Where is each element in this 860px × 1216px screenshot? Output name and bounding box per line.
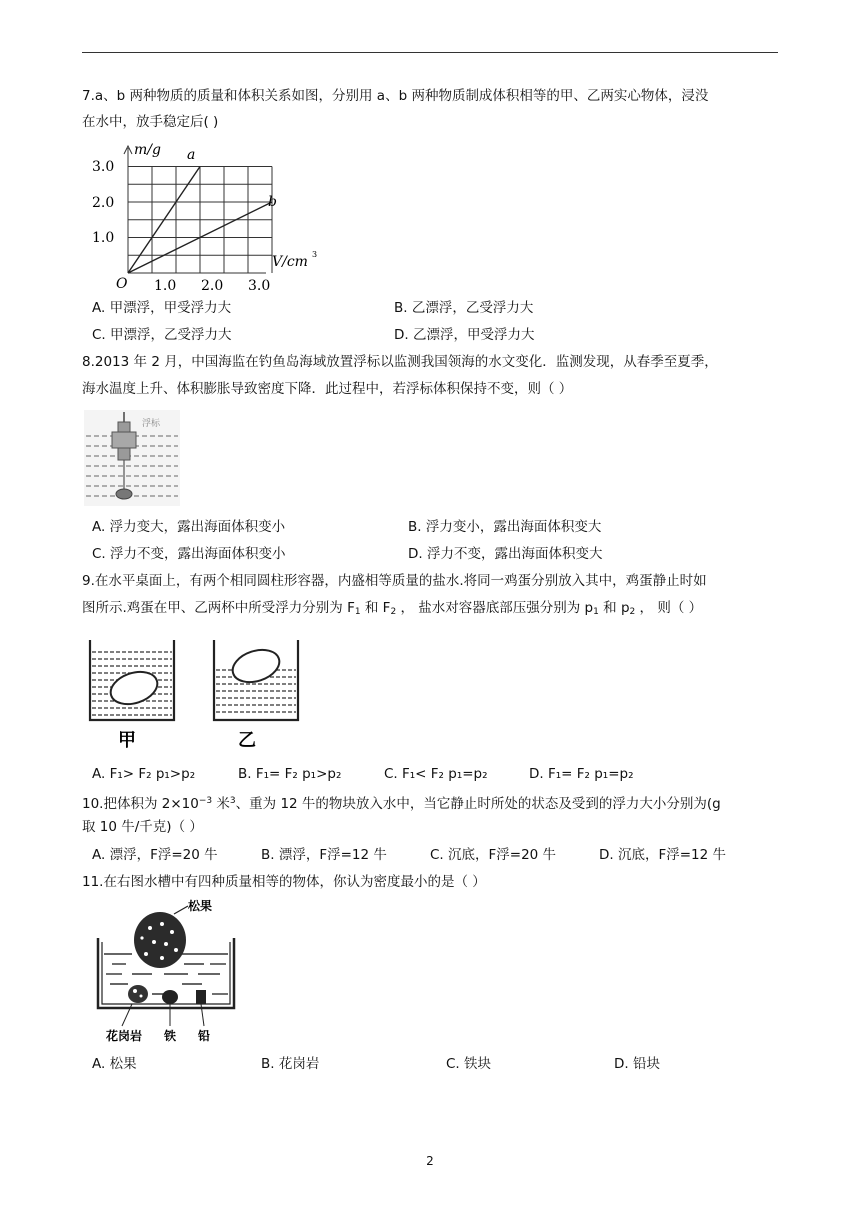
- q8-option-a[interactable]: A. 浮力变大，露出海面体积变小: [92, 519, 286, 535]
- q9-option-b[interactable]: B. F₁= F₂ p₁>p₂: [238, 766, 342, 782]
- buoy-base: [118, 448, 130, 460]
- q8-text-line2: 海水温度上升、体积膨胀导致密度下降．此过程中，若浮标体积保持不变，则（ ）: [82, 381, 573, 397]
- line-b-label: b: [268, 194, 277, 210]
- q7-text-line2: 在水中，放手稳定后( ): [82, 114, 219, 130]
- q10-text-line2: 取 10 牛/千克)（ ）: [82, 819, 203, 835]
- lead-block: [196, 990, 206, 1004]
- q7-option-c[interactable]: C. 甲漂浮，乙受浮力大: [92, 327, 232, 343]
- x-tick-1: 1.0: [154, 278, 177, 292]
- q7-text-line1: 7.a、b 两种物质的质量和体积关系如图，分别用 a、b 两种物质制成体积相等的甲、乙两实心物体，浸没: [82, 88, 709, 104]
- q8-text-line1: 8.2013 年 2 月，中国海监在钓鱼岛海域放置浮标以监测我国领海的水文变化．监测发现，从春季至夏季，: [82, 354, 718, 370]
- granite-block: [128, 985, 148, 1003]
- origin-label: O: [116, 276, 128, 292]
- buoy-top: [118, 422, 130, 432]
- iron-label: 铁: [164, 1029, 177, 1043]
- q7-option-d[interactable]: D. 乙漂浮，甲受浮力大: [394, 327, 535, 343]
- y-tick-2: 2.0: [92, 195, 115, 211]
- q11-option-b[interactable]: B. 花岗岩: [261, 1056, 320, 1072]
- q11-text-line1: 11.在右图水槽中有四种质量相等的物体，你认为密度最小的是（ ）: [82, 874, 486, 890]
- y-tick-3: 3.0: [92, 159, 115, 175]
- x-tick-2: 2.0: [201, 278, 224, 292]
- q11-tank-figure: [92, 898, 242, 1046]
- buoy-anchor: [116, 489, 132, 499]
- y-axis-label: m/g: [134, 142, 161, 158]
- q11-option-a[interactable]: A. 松果: [92, 1056, 137, 1072]
- q10-text-line1: 10.把体积为 $2\times 10^{-3}$ 米$^3$、重为 12 牛的物块放入水中，当它静止时所处的状态及受到的浮力大小分别为(g: [82, 796, 721, 812]
- q10-option-c[interactable]: C. 沉底，F浮=20 牛: [430, 847, 557, 863]
- buoy-body: [112, 432, 136, 448]
- q8-buoy-figure: [84, 410, 180, 506]
- cup-jia: [90, 640, 174, 720]
- egg-yi: [229, 644, 284, 687]
- page-number: 2: [426, 1154, 434, 1168]
- q11-option-d[interactable]: D. 铅块: [614, 1056, 660, 1072]
- q8-option-c[interactable]: C. 浮力不变，露出海面体积变小: [92, 546, 286, 562]
- label-jia: 甲: [118, 730, 136, 751]
- q9-text-line2: 图所示.鸡蛋在甲、乙两杯中所受浮力分别为 $F_1$ 和 $F_2$ ， 盐水对容器底部压强分别为 $p_1$ 和 $p_2$ ， 则（ ）: [82, 600, 703, 617]
- q9-option-c[interactable]: C. F₁< F₂ p₁=p₂: [384, 766, 488, 782]
- q10-option-a[interactable]: A. 漂浮，F浮=20 牛: [92, 847, 218, 863]
- buoy-label: 浮标: [142, 419, 161, 429]
- q7-mass-volume-graph: [86, 140, 336, 292]
- line-a-label: a: [187, 147, 196, 163]
- q7-option-a[interactable]: A. 甲漂浮，甲受浮力大: [92, 300, 232, 316]
- q10-option-d[interactable]: D. 沉底，F浮=12 牛: [599, 847, 727, 863]
- q10-option-b[interactable]: B. 漂浮，F浮=12 牛: [261, 847, 387, 863]
- x-tick-3: 3.0: [248, 278, 271, 292]
- cup-yi: [214, 640, 298, 720]
- pine-label: 松果: [188, 899, 213, 913]
- header-rule: [82, 52, 778, 53]
- lead-label: 铅: [198, 1029, 211, 1043]
- q11-option-c[interactable]: C. 铁块: [446, 1056, 492, 1072]
- x-axis-label: V/cm: [272, 254, 308, 270]
- q9-text-line1: 9.在水平桌面上，有两个相同圆柱形容器，内盛相等质量的盐水.将同一鸡蛋分别放入其中，鸡蛋静止时如: [82, 573, 707, 589]
- pine-cone: [134, 912, 186, 968]
- granite-label: 花岗岩: [106, 1029, 143, 1043]
- q8-option-b[interactable]: B. 浮力变小，露出海面体积变大: [408, 519, 602, 535]
- x-axis-label-exponent: 3: [312, 250, 318, 259]
- q9-option-d[interactable]: D. F₁= F₂ p₁=p₂: [529, 766, 634, 782]
- label-yi: 乙: [238, 730, 256, 751]
- y-tick-1: 1.0: [92, 230, 115, 246]
- q7-option-b[interactable]: B. 乙漂浮，乙受浮力大: [394, 300, 534, 316]
- q8-option-d[interactable]: D. 浮力不变，露出海面体积变大: [408, 546, 603, 562]
- q9-cups-figure: [86, 632, 316, 752]
- q9-option-a[interactable]: A. F₁> F₂ p₁>p₂: [92, 766, 196, 782]
- iron-block: [162, 990, 178, 1004]
